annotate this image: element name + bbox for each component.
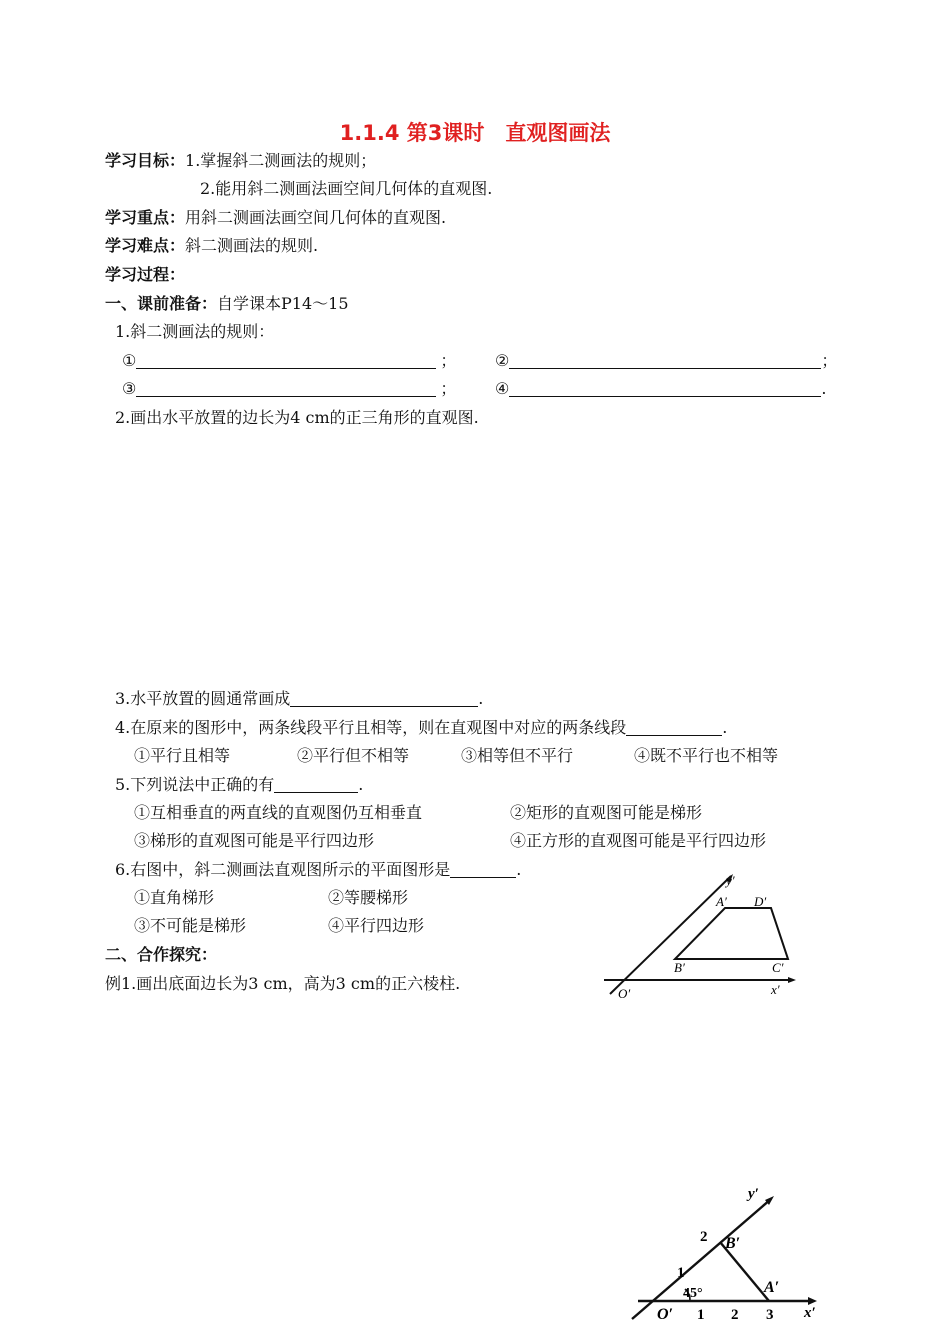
q4-text: 4.在原来的图形中，两条线段平行且相等，则在直观图中对应的两条线段	[115, 718, 627, 737]
difficulty-text: 斜二测画法的规则.	[185, 236, 319, 255]
q4-option-4: ④既不平行也不相等	[634, 746, 779, 765]
q1-semi-2: ；	[821, 351, 838, 370]
q1-text: 1.斜二测画法的规则：	[115, 322, 275, 341]
label-b: B′	[674, 960, 685, 975]
q1-blank-4[interactable]	[509, 380, 821, 397]
example1-text: 例1.画出底面边长为3 cm，高为3 cm的正六棱柱.	[105, 974, 461, 993]
q1-blank-2[interactable]	[509, 352, 821, 369]
q4-blank[interactable]	[626, 719, 722, 736]
label-y: y′	[748, 1186, 759, 1202]
label-x: x′	[804, 1305, 816, 1321]
page-title: 1.1.4 第3课时 直观图画法	[339, 121, 611, 145]
q4-end: .	[722, 718, 728, 737]
q1-marker-4: ④	[495, 379, 510, 398]
label-c: C′	[772, 960, 784, 975]
q1-rule-2	[495, 350, 837, 372]
q6-option-1: ①直角梯形	[134, 888, 215, 907]
q3-text: 3.水平放置的圆通常画成	[115, 689, 291, 708]
q1-period: .	[821, 379, 827, 398]
q6-option-4: ④平行四边形	[328, 916, 425, 935]
label-x: x′	[771, 982, 780, 997]
process-label: 学习过程：	[105, 265, 186, 284]
goals-label: 学习目标：	[105, 151, 186, 170]
section1-label: 一、课前准备：	[105, 294, 218, 313]
q3-blank[interactable]	[290, 690, 478, 707]
q4-line	[115, 717, 727, 739]
q5-end: .	[358, 775, 364, 794]
x-tick-3: 3	[766, 1307, 774, 1322]
q1-marker-2: ②	[495, 351, 510, 370]
figure-oblique-triangle	[630, 1182, 830, 1322]
label-d: D′	[754, 894, 767, 909]
q1-rule-1	[122, 350, 456, 372]
y-tick-2: 2	[700, 1229, 708, 1245]
q3-line	[115, 688, 483, 710]
q6-option-2: ②等腰梯形	[328, 888, 409, 907]
q4-option-2: ②平行但不相等	[297, 746, 410, 765]
q3-end: .	[478, 689, 484, 708]
difficulty-label: 学习难点：	[105, 236, 186, 255]
x-axis-arrow	[788, 977, 796, 983]
q4-option-3: ③相等但不平行	[461, 746, 574, 765]
q1-semi-3: ；	[440, 379, 457, 398]
q1-blank-1[interactable]	[136, 352, 436, 369]
difficulty-line	[105, 235, 318, 257]
section1-text: 自学课本P14～15	[217, 294, 349, 313]
q5-line	[115, 774, 363, 796]
q6-end: .	[516, 860, 522, 879]
label-b: B′	[725, 1235, 741, 1252]
q6-blank[interactable]	[450, 861, 516, 878]
x-axis-arrow	[808, 1297, 817, 1305]
q5-option-1: ①互相垂直的两直线的直观图仍互相垂直	[134, 803, 423, 822]
q4-option-1: ①平行且相等	[134, 746, 231, 765]
q2-text: 2.画出水平放置的边长为4 cm的正三角形的直观图.	[115, 408, 479, 427]
q1-rule-4	[495, 378, 826, 400]
q5-option-2: ②矩形的直观图可能是梯形	[510, 803, 703, 822]
q6-line	[115, 859, 521, 881]
figure-oblique-trapezoid	[600, 868, 800, 1003]
label-a: A′	[716, 894, 727, 909]
q1-marker-1: ①	[122, 351, 137, 370]
q6-option-3: ③不可能是梯形	[134, 916, 247, 935]
q1-marker-3: ③	[122, 379, 137, 398]
q5-blank[interactable]	[274, 776, 358, 793]
key-point-text: 用斜二测画法画空间几何体的直观图.	[185, 208, 447, 227]
key-point-label: 学习重点：	[105, 208, 186, 227]
section1-line	[105, 293, 349, 315]
q1-semi-1: ；	[440, 351, 457, 370]
goal-item-1: 1.掌握斜二测画法的规则；	[185, 151, 377, 170]
label-o: O′	[657, 1306, 674, 1322]
y-tick-1: 1	[677, 1265, 685, 1281]
label-angle: 45°	[683, 1286, 703, 1301]
q6-text: 6.右图中，斜二测画法直观图所示的平面图形是	[115, 860, 451, 879]
label-o: O′	[618, 986, 631, 1001]
q5-text: 5.下列说法中正确的有	[115, 775, 275, 794]
q1-rule-3	[122, 378, 456, 400]
label-a: A′	[764, 1279, 780, 1296]
key-point-line	[105, 207, 446, 229]
goals-line-1	[105, 150, 376, 172]
x-tick-1: 1	[697, 1307, 705, 1322]
q5-option-3: ③梯形的直观图可能是平行四边形	[134, 831, 375, 850]
goal-item-2: 2.能用斜二测画法画空间几何体的直观图.	[200, 179, 493, 198]
label-y: y′	[726, 873, 735, 888]
x-tick-2: 2	[731, 1307, 739, 1322]
q5-option-4: ④正方形的直观图可能是平行四边形	[510, 831, 767, 850]
q1-blank-3[interactable]	[136, 380, 436, 397]
section2-label: 二、合作探究：	[105, 945, 218, 964]
trapezoid-shape	[675, 908, 788, 959]
y-axis-line	[610, 876, 731, 994]
